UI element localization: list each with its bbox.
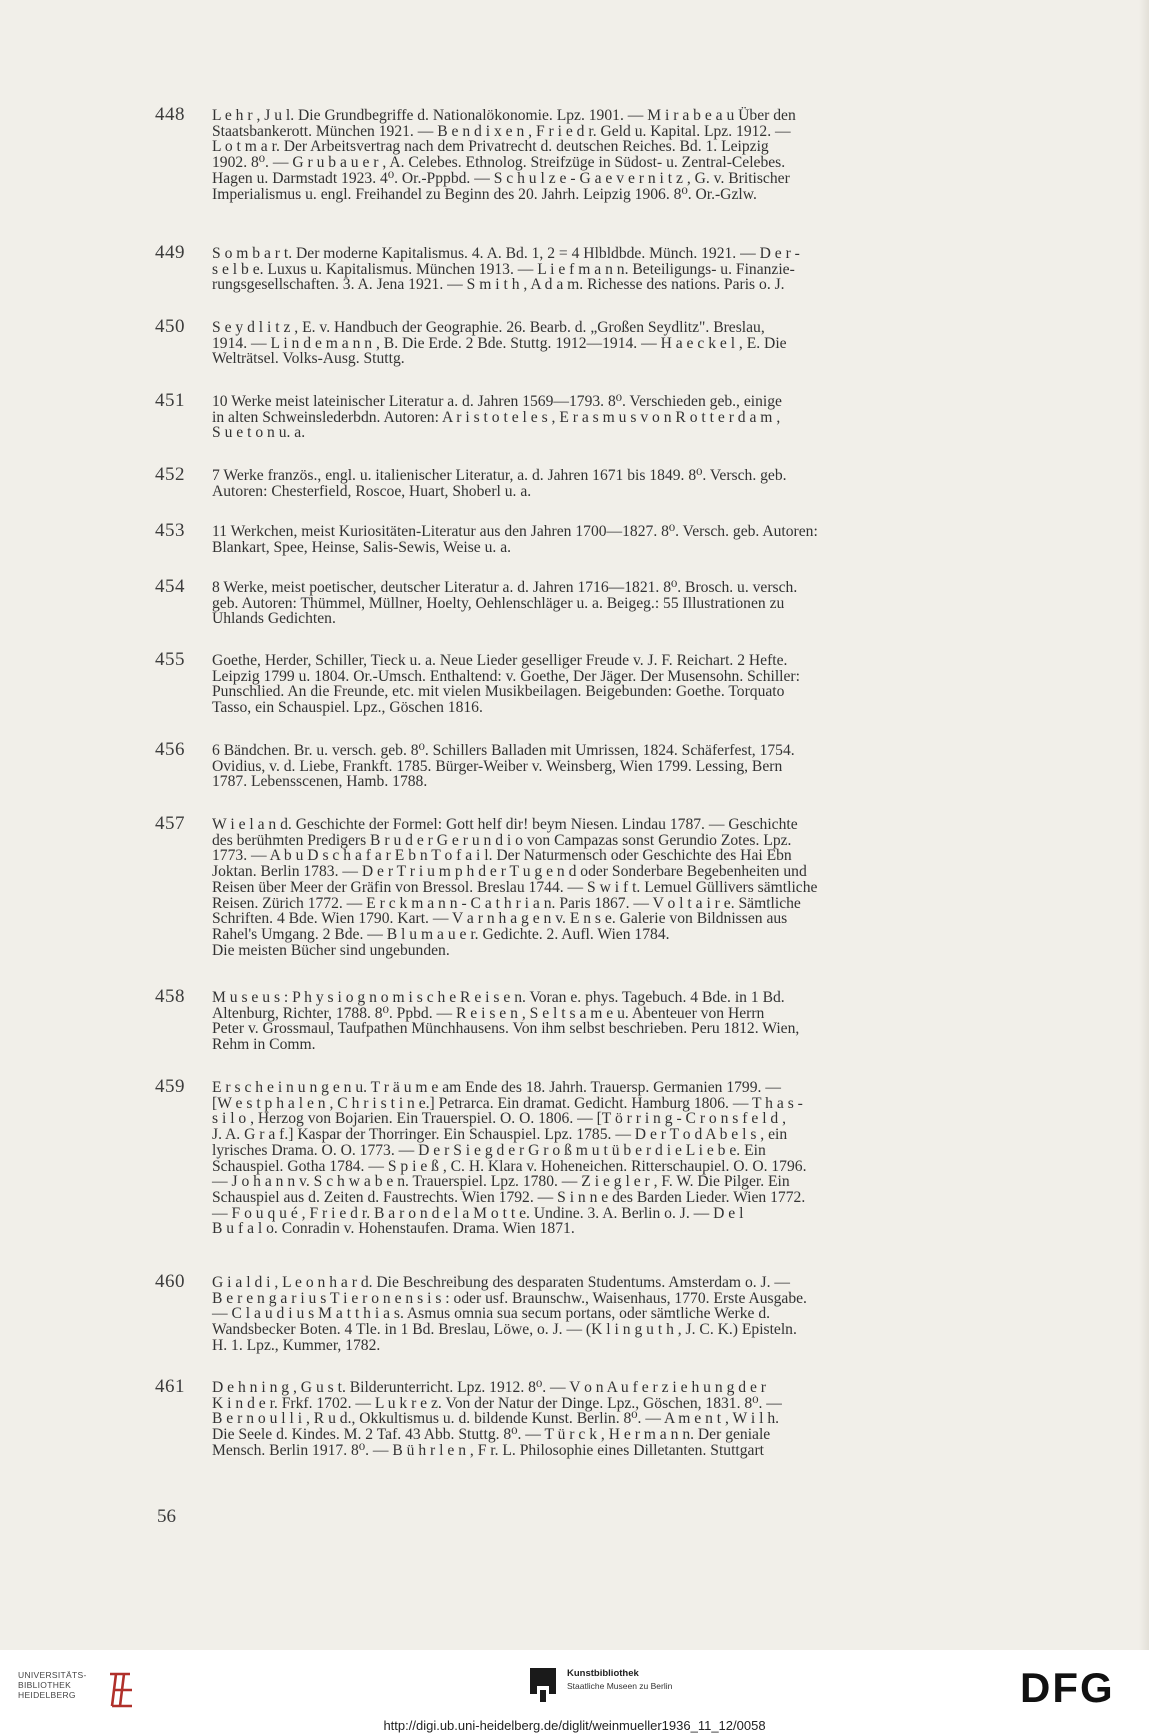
catalog-entry — [155, 520, 1030, 556]
catalog-entry — [155, 739, 1030, 791]
permalink-url[interactable]: http://digi.ub.uni-heidelberg.de/diglit/weinmueller1936_11_12/0058 — [383, 1718, 766, 1733]
lot-description: 7 Werke französ., engl. u. italienischer Literatur, a. d. Jahren 1671 bis 1849. 8⁰. Versch. geb. Autoren: Chesterfield, Roscoe, Huart, Shoberl u. a. — [212, 467, 787, 500]
kunstbibliothek-title: Kunstbibliothek — [567, 1668, 639, 1679]
lot-number: 461 — [155, 1376, 185, 1397]
catalog-entry — [155, 104, 1030, 203]
lot-number: 457 — [155, 813, 185, 834]
lot-number: 456 — [155, 739, 185, 760]
lot-number: 460 — [155, 1271, 185, 1292]
lot-description: G i a l d i , L e o n h a r d. Die Beschreibung des desparaten Studentums. Amsterdam o. J. — B e r e n g a r i u s T i e r o n e n s i s : oder usf. Braunschw., Waisenhaus, 1770. Erste Ausgabe. — C l a u d i u s M a t t h i a s. Asmus omnia sua secum portans, oder sämtliche Werke d. Wandsbecker Boten. 4 Tle. in 1 Bd. Breslau, Löwe, o. J. — (K l i n g u t h , J. C. K.) Episteln. H. 1. Lpz., Kummer, 1782. — [212, 1274, 807, 1354]
catalog-entry — [155, 576, 1030, 628]
lot-description: 11 Werkchen, meist Kuriositäten-Literatur aus den Jahren 1700—1827. 8⁰. Versch. geb. Autoren: Blankart, Spee, Heinse, Salis-Sewis, Weise u. a. — [212, 523, 818, 556]
catalog-entry — [155, 813, 1030, 959]
lot-description: S e y d l i t z , E. v. Handbuch der Geographie. 26. Bearb. d. „Großen Seydlitz". Breslau, 1914. — L i n d e m a n n , B. Die Erde. 2 Bde. Stuttg. 1912—1914. — H a e c k e l , E. Die Welträtsel. Volks-Ausg. Stuttg. — [212, 319, 787, 368]
lot-description: D e h n i n g , G u s t. Bilderunterricht. Lpz. 1912. 8⁰. — V o n A u f e r z i e h u n g d e r K i n d e r. Frkf. 1702. — L u k r e z. Von der Natur der Dinge. Lpz., Göschen, 1831. 8⁰. — B e r n o u l l i , R u d., Okkultismus u. d. bildende Kunst. Berlin. 8⁰. — A m e n t , W i l h. Die Seele d. Kindes. M. 2 Taf. 43 Abb. Stuttg. 8⁰. — T ü r c k , H e r m a n n. Der geniale Mensch. Berlin 1917. 8⁰. — B ü h r l e n , F r. L. Philosophie eines Dilletanten. Stuttgart — [212, 1379, 782, 1459]
lot-number: 451 — [155, 390, 185, 411]
catalog-entry — [155, 390, 1030, 442]
catalog-entry — [155, 464, 1030, 500]
lot-number: 453 — [155, 520, 185, 541]
catalog-entry — [155, 986, 1030, 1054]
lot-number: 450 — [155, 316, 185, 337]
lot-description: M u s e u s : P h y s i o g n o m i s c h e R e i s e n. Voran e. phys. Tagebuch. 4 Bde. in 1 Bd. Altenburg, Richter, 1788. 8⁰. Ppbd. — R e i s e n , S e l t s a m e u. Abenteuer von Herrn Peter v. Grossmaul, Taufpathen Münchhausens. Von ihm selbst beschrieben. Peru 1812. Wien, Rehm in Comm. — [212, 989, 800, 1054]
catalog-entry — [155, 242, 1030, 294]
lot-description: 10 Werke meist lateinischer Literatur a. d. Jahren 1569—1793. 8⁰. Verschieden geb., einige in alten Schweinslederbdn. Autoren: A r i s t o t e l e s , E r a s m u s v o n R o t t e r d a m , S u e t o n u. a. — [212, 393, 782, 442]
university-library-name: UNIVERSITÄTS- BIBLIOTHEK HEIDELBERG — [18, 1670, 87, 1700]
smb-emblem-icon — [527, 1668, 559, 1702]
catalog-entry — [155, 1376, 1030, 1459]
catalog-entry — [155, 649, 1030, 717]
lot-number: 455 — [155, 649, 185, 670]
kunstbibliothek-logo[interactable] — [527, 1668, 687, 1708]
lot-description: W i e l a n d. Geschichte der Formel: Gott helf dir! beym Niesen. Lindau 1787. — Geschichte des berühmten Predigers B r u d e r G e r u n d i o von Campazas sonst Gerundio Zotes. Lpz. 1773. — A b u D s c h a f a r E b n T o f a i l. Der Naturmensch oder Geschichte des Hai Ebn Joktan. Berlin 1783. — D e r T r i u m p h d e r T u g e n d oder Sonderbare Begebenheiten und Reisen über Meer der Gräfin von Bressol. Breslau 1744. — S w i f t. Lemuel Güllivers sämtliche Reisen. Zürich 1772. — E r c k m a n n - C a t h r i a n. Paris 1867. — V o l t a i r e. Sämtliche Schriften. 4 Bde. Wien 1790. Kart. — V a r n h a g e n v. E n s e. Galerie von Bildnissen aus Rahel's Umgang. 2 Bde. — B l u m a u e r. Gedichte. 2. Aufl. Wien 1784. Die meisten Bücher sind ungebunden. — [212, 816, 818, 959]
lot-description: E r s c h e i n u n g e n u. T r ä u m e am Ende des 18. Jahrh. Trauersp. Germanien 1799. — [W e s t p h a l e n , C h r i s t i n e.] Petrarca. Ein dramat. Gedicht. Hamburg 1806. — T h a s - s i l o , Herzog von Bojarien. Ein Trauerspiel. O. O. 1806. — [T ö r r i n g - C r o n s f e l d , J. A. G r a f.] Kaspar der Thorringer. Ein Schauspiel. Lpz. 1785. — D e r T o d A b e l s , ein lyrisches Drama. O. O. 1773. — D e r S i e g d e r G r o ß m u t ü b e r d i e L i e b e. Ein Schauspiel. Gotha 1784. — S p i e ß , C. H. Klara v. Hoheneichen. Ritterschaupiel. O. O. 1796. — J o h a n n v. S c h w a b e n. Trauerspiel. Lpz. 1780. — Z i e g l e r , F. W. Die Pilger. Ein Schauspiel aus d. Zeiten d. Faustrechts. Wien 1792. — S i n n e des Barden Lieder. Wien 1772. — F o u q u é , F r i e d r. B a r o n d e l a M o t t e. Undine. 3. A. Berlin o. J. — D e l B u f a l o. Conradin v. Hohenstaufen. Drama. Wien 1871. — [212, 1079, 807, 1238]
catalog-entry — [155, 1271, 1030, 1354]
lot-description: L e h r , J u l. Die Grundbegriffe d. Nationalökonomie. Lpz. 1901. — M i r a b e a u Über den Staatsbankerott. München 1921. — B e n d i x e n , F r i e d r. Geld u. Kapital. Lpz. 1912. — L o t m a r. Der Arbeitsvertrag nach dem Privatrecht d. deutschen Reiches. Bd. 1. Leipzig 1902. 8⁰. — G r u b a u e r , A. Celebes. Ethnolog. Streifzüge in Südost- u. Zentral-Celebes. Hagen u. Darmstadt 1923. 4⁰. Or.-Pppbd. — S c h u l z e - G a e v e r n i t z , G. v. Britischer Imperialismus u. engl. Freihandel zu Beginn des 20. Jahrh. Leipzig 1906. 8⁰. Or.-Gzlw. — [212, 107, 796, 203]
lot-number: 459 — [155, 1076, 185, 1097]
lot-description: Goethe, Herder, Schiller, Tieck u. a. Neue Lieder geselliger Freude v. J. F. Reichart. 2 Hefte. Leipzig 1799 u. 1804. Or.-Umsch. Enthaltend: v. Goethe, Der Jäger. Der Musensohn. Schiller: Punschlied. An die Freunde, etc. mit vielen Musikbeilagen. Beigebunden: Goethe. Torquato Tasso, ein Schauspiel. Lpz., Göschen 1816. — [212, 652, 800, 717]
catalog-entry — [155, 316, 1030, 368]
lot-description: 8 Werke, meist poetischer, deutscher Literatur a. d. Jahren 1716—1821. 8⁰. Brosch. u. versch. geb. Autoren: Thümmel, Müllner, Hoelty, Oehlenschläger u. a. Beigeg.: 55 Illustrationen zu Uhlands Gedichten. — [212, 579, 798, 628]
viewer-footer — [0, 1650, 1149, 1735]
lot-number: 458 — [155, 986, 185, 1007]
dfg-text: DFG — [1020, 1668, 1115, 1708]
kunstbibliothek-subtitle: Staatliche Museen zu Berlin — [567, 1681, 673, 1691]
university-library-logo[interactable] — [18, 1670, 148, 1710]
lot-number: 452 — [155, 464, 185, 485]
lot-number: 448 — [155, 104, 185, 125]
lot-description: 6 Bändchen. Br. u. versch. geb. 8⁰. Schillers Balladen mit Umrissen, 1824. Schäferfest, 1754. Ovidius, v. d. Liebe, Frankft. 1785. Bürger-Weiber v. Weinsberg, Wien 1799. Lessing, Bern 1787. Lebensscenen, Hamb. 1788. — [212, 742, 795, 791]
lot-description: S o m b a r t. Der moderne Kapitalismus. 4. A. Bd. 1, 2 = 4 Hlbldbde. Münch. 1921. — D e r - s e l b e. Luxus u. Kapitalismus. München 1913. — L i e f m a n n. Beteiligungs- u. Finanzie- rungsgesellschaften. 3. A. Jena 1921. — S m i t h , A d a m. Richesse des nations. Paris o. J. — [212, 245, 800, 294]
page-number: 56 — [157, 1506, 176, 1527]
heidelberg-emblem-icon — [102, 1670, 142, 1710]
lot-number: 449 — [155, 242, 185, 263]
catalog-entry — [155, 1076, 1030, 1238]
dfg-wordmark — [1020, 1668, 1132, 1708]
lot-number: 454 — [155, 576, 185, 597]
dfg-logo[interactable] — [1020, 1668, 1132, 1713]
